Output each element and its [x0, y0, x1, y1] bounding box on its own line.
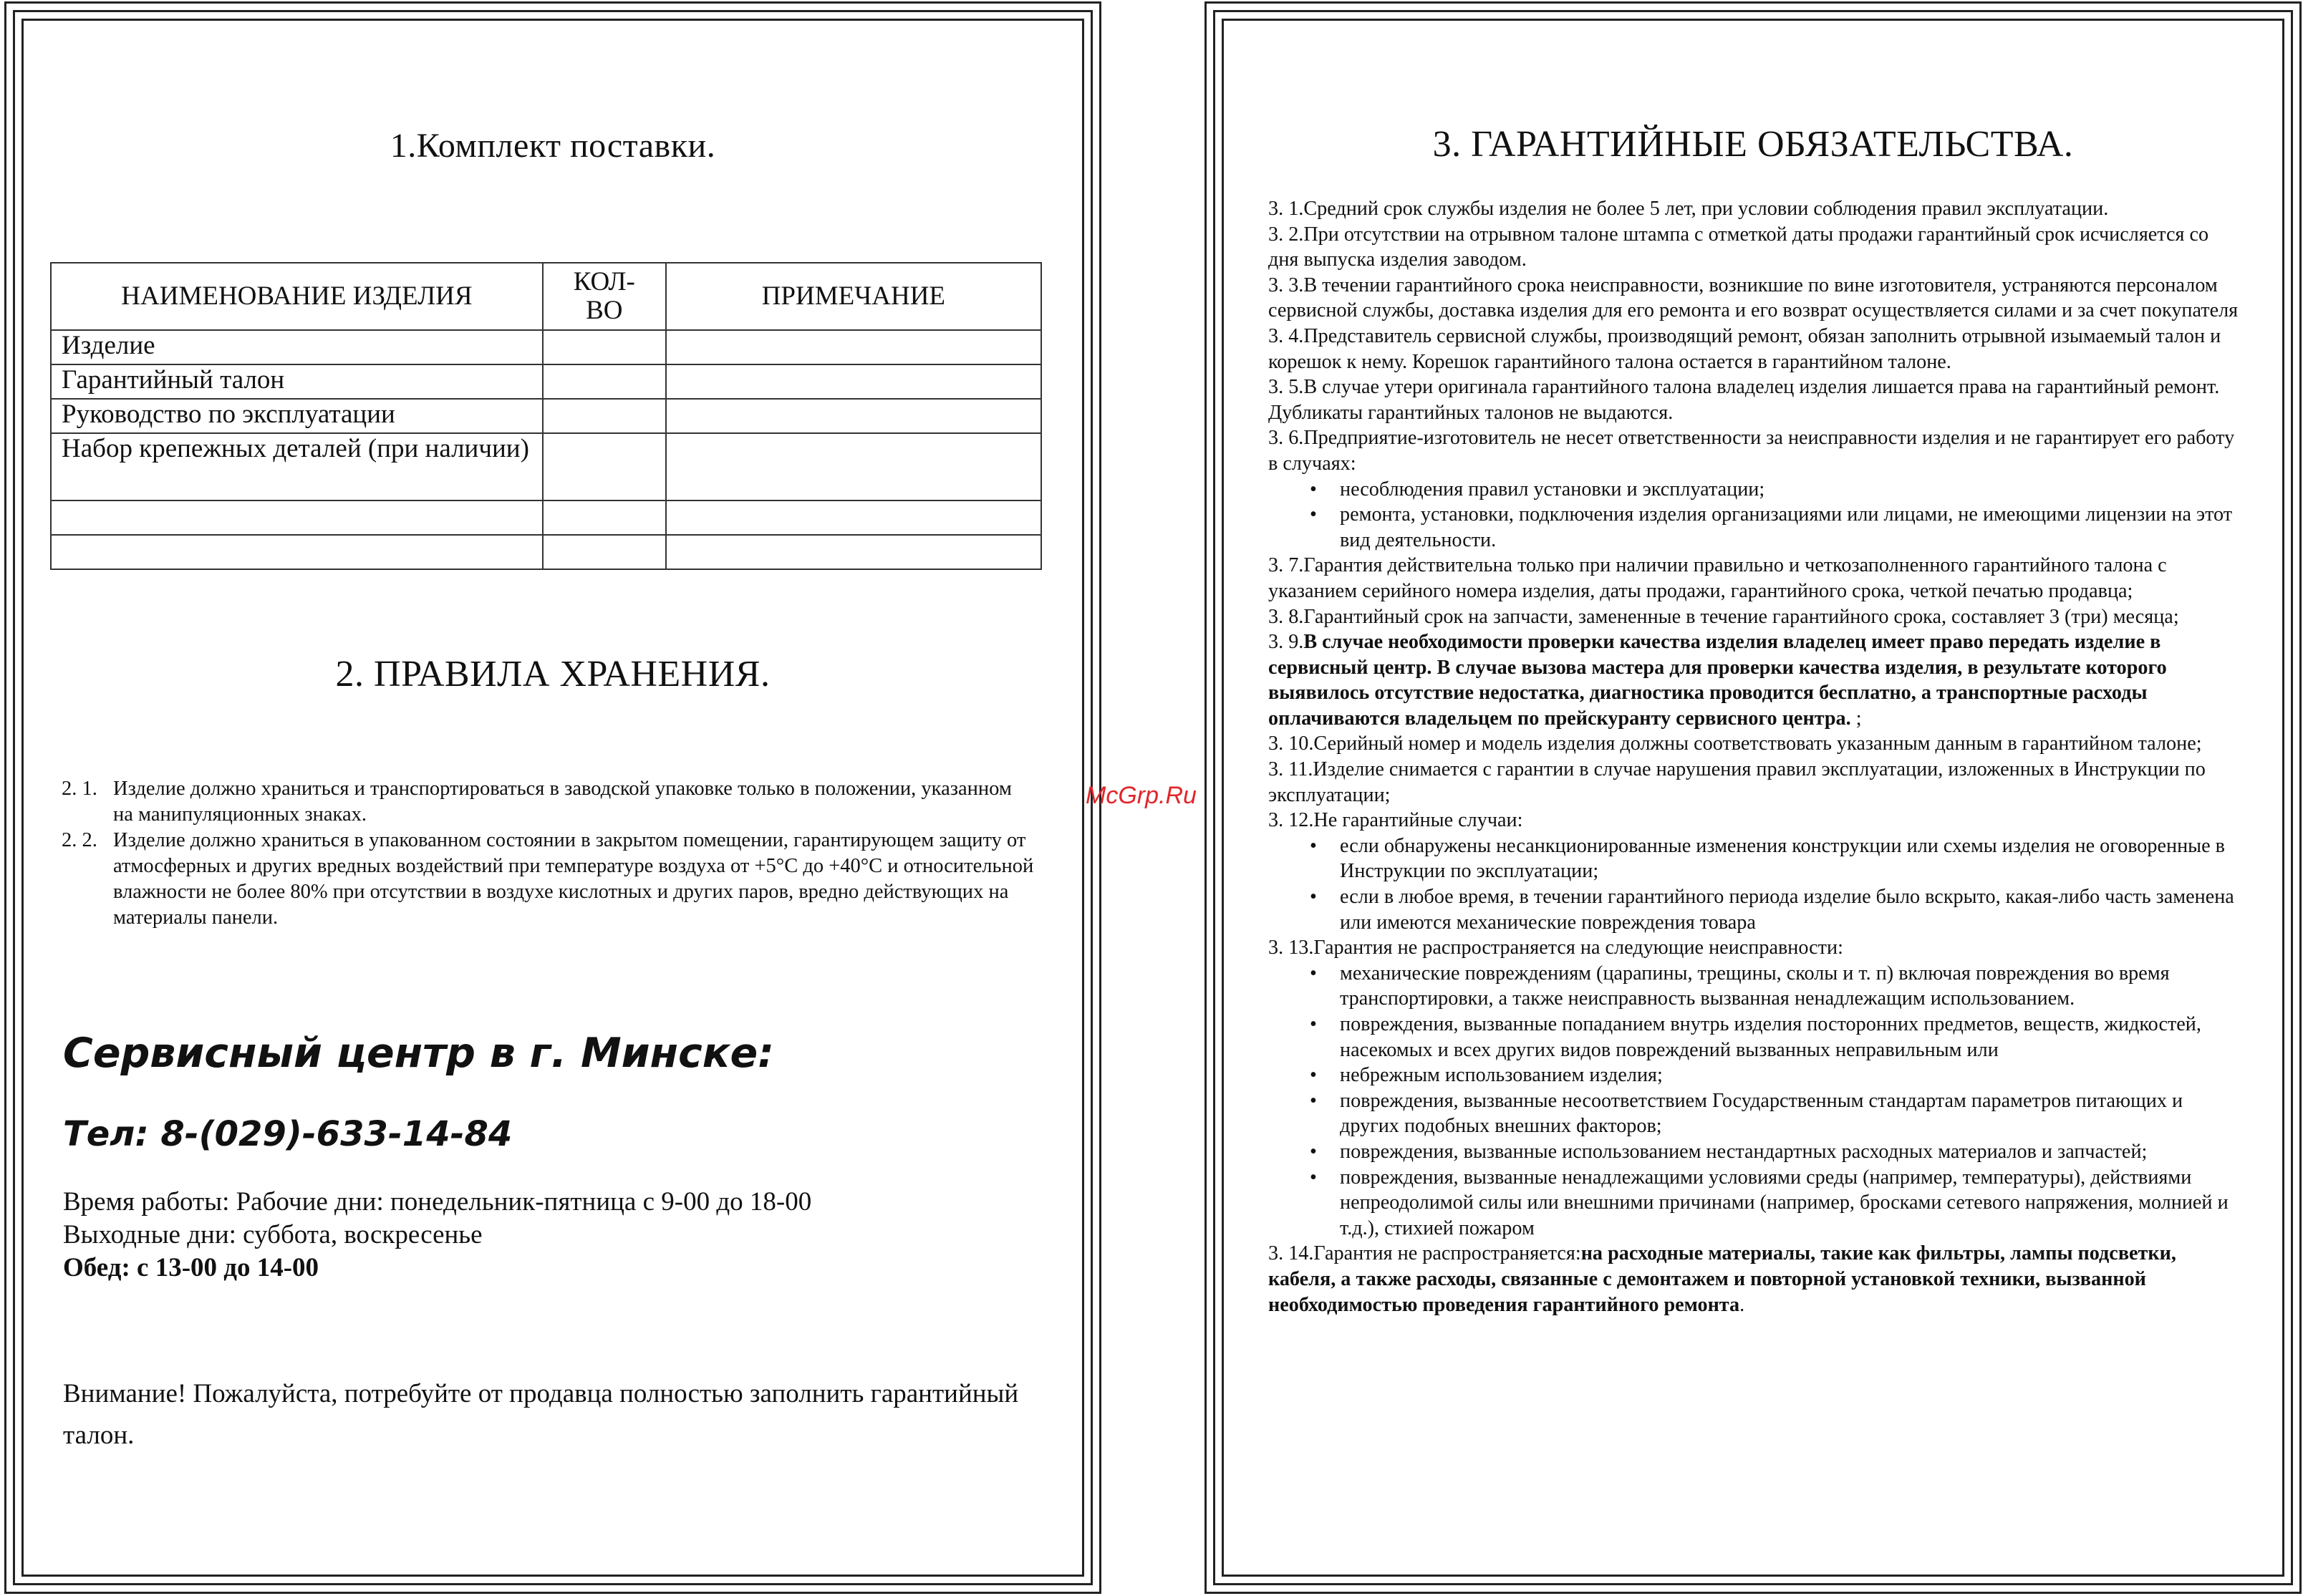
warranty-clause: 3. 10.Серийный номер и модель изделия должны соответствовать указанным данным в гарантийном талоне;	[1268, 732, 2202, 755]
warranty-bullet: • механические повреждениям (царапины, трещины, сколы и т. п) включая повреждения во время транспортировки, а также неисправность вызванная ненадлежащим использованием.	[1268, 961, 2242, 1012]
working-hours	[63, 1186, 811, 1285]
working-hours-weekend: Выходные дни: суббота, воскресенье	[63, 1220, 483, 1249]
kit-item-note	[666, 330, 1041, 364]
kit-item-name	[51, 500, 543, 535]
table-row	[51, 535, 1041, 569]
warranty-clause: 3. 4.Представитель сервисной службы, производящий ремонт, обязан заполнить отрывной изымаемый талон и корешок к нему. Корешок гарантийного талона остается в гарантийном талоне.	[1268, 324, 2221, 373]
warranty-clause: 3. 11.Изделие снимается с гарантии в случае нарушения правил эксплуатации, изложенных в Инструкции по эксплуатации;	[1268, 758, 2206, 806]
kit-item-qty	[543, 433, 666, 500]
table-row	[51, 433, 1041, 500]
kit-header-name: НАИМЕНОВАНИЕ ИЗДЕЛИЯ	[51, 263, 543, 330]
warranty-bullet: • если обнаружены несанкционированные изменения конструкции или схемы изделия не оговоренные в Инструкции по эксплуатации;	[1268, 833, 2242, 884]
kit-item-name: Гарантийный талон	[51, 364, 543, 399]
warranty-clause: 3. 5.В случае утери оригинала гарантийного талона владелец изделия лишается права на гарантийный ремонт. Дубликаты гарантийных талонов не выдаются.	[1268, 376, 2220, 424]
lunch-hours	[63, 1252, 811, 1285]
attention-notice: Внимание! Пожалуйста, потребуйте от продавца полностью заполнить гарантийный талон.	[63, 1379, 1019, 1450]
warranty-clause: 3. 13.Гарантия не распространяется на следующие неисправности:	[1268, 937, 1843, 959]
lunch-time: : с 13-00 до 14-00	[121, 1253, 319, 1282]
kit-item-note	[666, 399, 1041, 433]
storage-title: 2. ПРАВИЛА ХРАНЕНИЯ.	[335, 654, 771, 695]
table-row	[51, 500, 1041, 535]
kit-item-name: Набор крепежных деталей (при наличии)	[51, 433, 543, 500]
warranty-clause-number: 3. 9.	[1268, 631, 1304, 654]
warranty-title: 3. ГАРАНТИЙНЫЕ ОБЯЗАТЕЛЬСТВА.	[1432, 124, 2074, 165]
storage-rule-text: Изделие должно храниться и транспортироваться в заводской упаковке только в положении, указанном на манипуляционных знаках.	[113, 778, 1012, 826]
kit-table	[50, 262, 1042, 570]
warranty-clause: 3. 7.Гарантия действительна только при наличии правильно и четкозаполненного гарантийного талона с указанием серийного номера изделия, даты продажи, гарантийного срока, четкой печатью продавца;	[1268, 554, 2167, 602]
kit-item-note	[666, 535, 1041, 569]
kit-item-note	[666, 433, 1041, 500]
warranty-clause-tail: ;	[1850, 707, 1862, 730]
warranty-clause: 3. 8.Гарантийный срок на запчасти, замененные в течение гарантийного срока, составляет 3 (три) месяца;	[1268, 605, 2179, 628]
kit-header-note: ПРИМЕЧАНИЕ	[666, 263, 1041, 330]
kit-item-name: Изделие	[51, 330, 543, 364]
kit-item-name	[51, 535, 543, 569]
warranty-bullet: • небрежным использованием изделия;	[1268, 1063, 2242, 1088]
table-row	[51, 399, 1041, 433]
storage-rule	[62, 776, 1035, 828]
warranty-bullet: • повреждения, вызванные попаданием внутрь изделия посторонних предметов, веществ, жидкостей, насекомых и всех других видов повреждений вызванных неправильным или	[1268, 1012, 2242, 1063]
warranty-clause: 3. 3.В течении гарантийного срока неисправности, возникшие по вине изготовителя, устраняются персоналом сервисной службы, доставка изделия для его ремонта и его возврат осуществляется силами и за счет покупателя	[1268, 274, 2239, 322]
lunch-label: Обед	[63, 1253, 122, 1282]
storage-rule-number: 2. 2.	[62, 829, 97, 851]
kit-title: 1.Комплект поставки.	[390, 127, 716, 165]
warranty-bullet: • если в любое время, в течении гарантийного периода изделие было вскрыто, какая-либо часть заменена или имеются механические повреждения товара	[1268, 884, 2242, 935]
storage-rules	[62, 776, 1035, 931]
warranty-clause: 3. 2.При отсутствии на отрывном талоне штампа с отметкой даты продажи гарантийный срок исчисляется со дня выпуска изделия заводом.	[1268, 223, 2209, 271]
kit-table-header	[51, 263, 1041, 330]
storage-rule-text: Изделие должно храниться в упакованном состоянии в закрытом помещении, гарантирующем защиту от атмосферных и других вредных воздействий при температуре воздуха от +5°С до +40°С и относительной влажности не более 80% при отсутствии в воздухе кислотных и других паров, вредно действующих на материалы панели.	[113, 829, 1034, 929]
kit-item-qty	[543, 364, 666, 399]
kit-item-note	[666, 364, 1041, 399]
warranty-clause-number: 3. 14.Гарантия не распространяется:	[1268, 1242, 1581, 1265]
service-phone: Тел: 8-(029)-633-14-84	[63, 1114, 513, 1154]
storage-rule	[62, 828, 1035, 931]
kit-item-qty	[543, 535, 666, 569]
warranty-clause: 3. 12.Не гарантийные случаи:	[1268, 809, 1523, 832]
warranty-bullet: • повреждения, вызванные использованием нестандартных расходных материалов и запчастей;	[1268, 1139, 2242, 1165]
kit-item-name: Руководство по эксплуатации	[51, 399, 543, 433]
warranty-clause	[1268, 629, 2242, 731]
kit-header-qty	[543, 263, 666, 330]
warranty-clause-tail: .	[1739, 1293, 1745, 1316]
warranty-bullet: • ремонта, установки, подключения изделия организациями или лицами, не имеющими лицензии на этот вид деятельности.	[1268, 502, 2242, 553]
warranty-clause-bold: В случае необходимости проверки качества изделия владелец имеет право передать изделие в сервисный центр. В случае вызова мастера для проверки качества изделия, в результате которого выявилось отсутствие недостатка, диагностика проводится бесплатно, а транспортные расходы оплачиваются владельцем по прейскуранту сервисного центра.	[1268, 631, 2167, 730]
working-hours-weekdays: Время работы: Рабочие дни: понедельник-пятница с 9-00 до 18-00	[63, 1187, 812, 1217]
service-center-title: Сервисный центр в г. Минске:	[63, 1030, 774, 1077]
kit-item-qty	[543, 330, 666, 364]
kit-item-qty	[543, 399, 666, 433]
warranty-clause-bold: на расходные материалы, такие как фильтры, лампы подсветки, кабеля, а также расходы, связанные с демонтажем и повторной установкой техники, вызванной необходимостью проведения гарантийного ремонта	[1268, 1242, 2176, 1316]
kit-item-note	[666, 500, 1041, 535]
watermark: McGrp.Ru	[1086, 782, 1197, 809]
warranty-clause: 3. 6.Предприятие-изготовитель не несет ответственности за неисправности изделия и не гарантирует его работу в случаях:	[1268, 427, 2235, 475]
storage-rule-number: 2. 1.	[62, 778, 97, 800]
warranty-clause: 3. 1.Средний срок службы изделия не более 5 лет, при условии соблюдения правил эксплуатации.	[1268, 198, 2109, 220]
table-row	[51, 330, 1041, 364]
warranty-terms	[1268, 196, 2242, 1317]
warranty-bullet: • несоблюдения правил установки и эксплуатации;	[1268, 477, 2242, 503]
warranty-bullet: • повреждения, вызванные ненадлежащими условиями среды (например, температуры), действиями непреодолимой силы или внешними причинами (например, бросками сетевого напряжения, молнией и т.д.), стихией пожаром	[1268, 1165, 2242, 1242]
warranty-bullet: • повреждения, вызванные несоответствием Государственным стандартам параметров питающих и других подобных внешних факторов;	[1268, 1088, 2242, 1139]
warranty-clause	[1268, 1241, 2242, 1317]
table-row	[51, 364, 1041, 399]
kit-item-qty	[543, 500, 666, 535]
kit-header-qty-text: КОЛ-ВО	[573, 267, 635, 325]
